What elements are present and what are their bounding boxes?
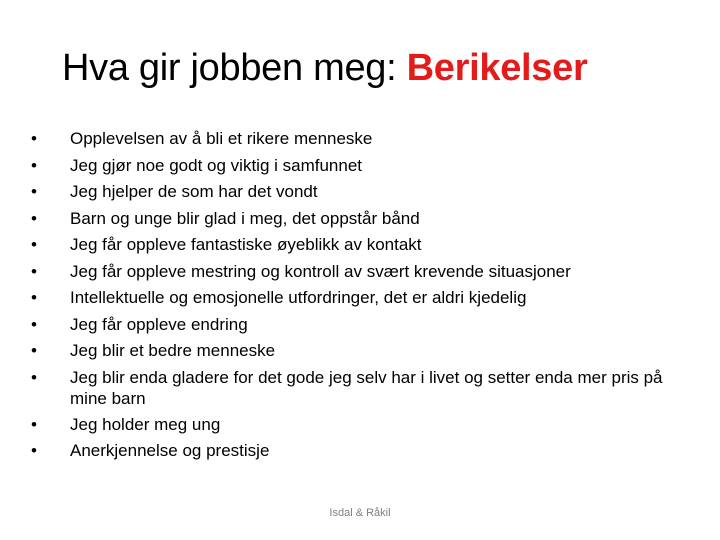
bullet-text: Jeg blir enda gladere for det gode jeg selv har i livet og setter enda mer pris på mine barn — [70, 367, 663, 408]
bullet-marker: • — [31, 261, 37, 281]
bullet-item — [28, 126, 688, 153]
title-accent: Berikelser — [406, 47, 588, 89]
bullet-marker: • — [31, 129, 37, 148]
bullet-item — [28, 179, 688, 206]
bullet-marker: • — [31, 367, 37, 387]
bullet-marker: • — [31, 182, 37, 201]
bullet-item — [28, 285, 688, 312]
bullet-item — [28, 365, 688, 412]
bullet-text: Jeg gjør noe godt og viktig i samfunnet — [70, 155, 362, 175]
bullet-marker: • — [31, 155, 37, 175]
bullet-marker: • — [31, 341, 37, 360]
slide-title — [62, 44, 587, 92]
bullet-text: Barn og unge blir glad i meg, det oppstår bånd — [70, 208, 420, 228]
bullet-marker: • — [31, 208, 37, 228]
bullet-item — [28, 259, 688, 286]
bullet-marker: • — [31, 235, 37, 254]
bullet-item — [28, 232, 688, 259]
bullet-item — [28, 412, 688, 439]
bullet-marker: • — [31, 414, 37, 434]
bullet-text: Jeg får oppleve mestring og kontroll av svært krevende situasjoner — [70, 261, 571, 281]
bullet-text: Anerkjennelse og prestisje — [70, 441, 270, 460]
bullet-text: Jeg får oppleve endring — [70, 314, 248, 334]
bullet-item — [28, 312, 688, 339]
title-prefix: Hva gir jobben meg: — [62, 47, 407, 89]
bullet-text: Jeg holder meg ung — [70, 414, 221, 434]
bullet-list — [28, 126, 688, 465]
bullet-item — [28, 153, 688, 180]
bullet-marker: • — [31, 314, 37, 334]
footer-credit: Isdal & Råkil — [329, 507, 391, 519]
bullet-text: Intellektuelle og emosjonelle utfordringer, det er aldri kjedelig — [70, 288, 527, 307]
bullet-item — [28, 338, 688, 365]
bullet-text: Jeg får oppleve fantastiske øyeblikk av kontakt — [70, 235, 422, 254]
bullet-item — [28, 206, 688, 233]
bullet-marker: • — [31, 441, 37, 460]
bullet-text: Jeg hjelper de som har det vondt — [70, 182, 318, 201]
bullet-item — [28, 438, 688, 465]
bullet-marker: • — [31, 288, 37, 307]
bullet-text: Opplevelsen av å bli et rikere menneske — [70, 129, 373, 148]
bullet-text: Jeg blir et bedre menneske — [70, 341, 276, 360]
